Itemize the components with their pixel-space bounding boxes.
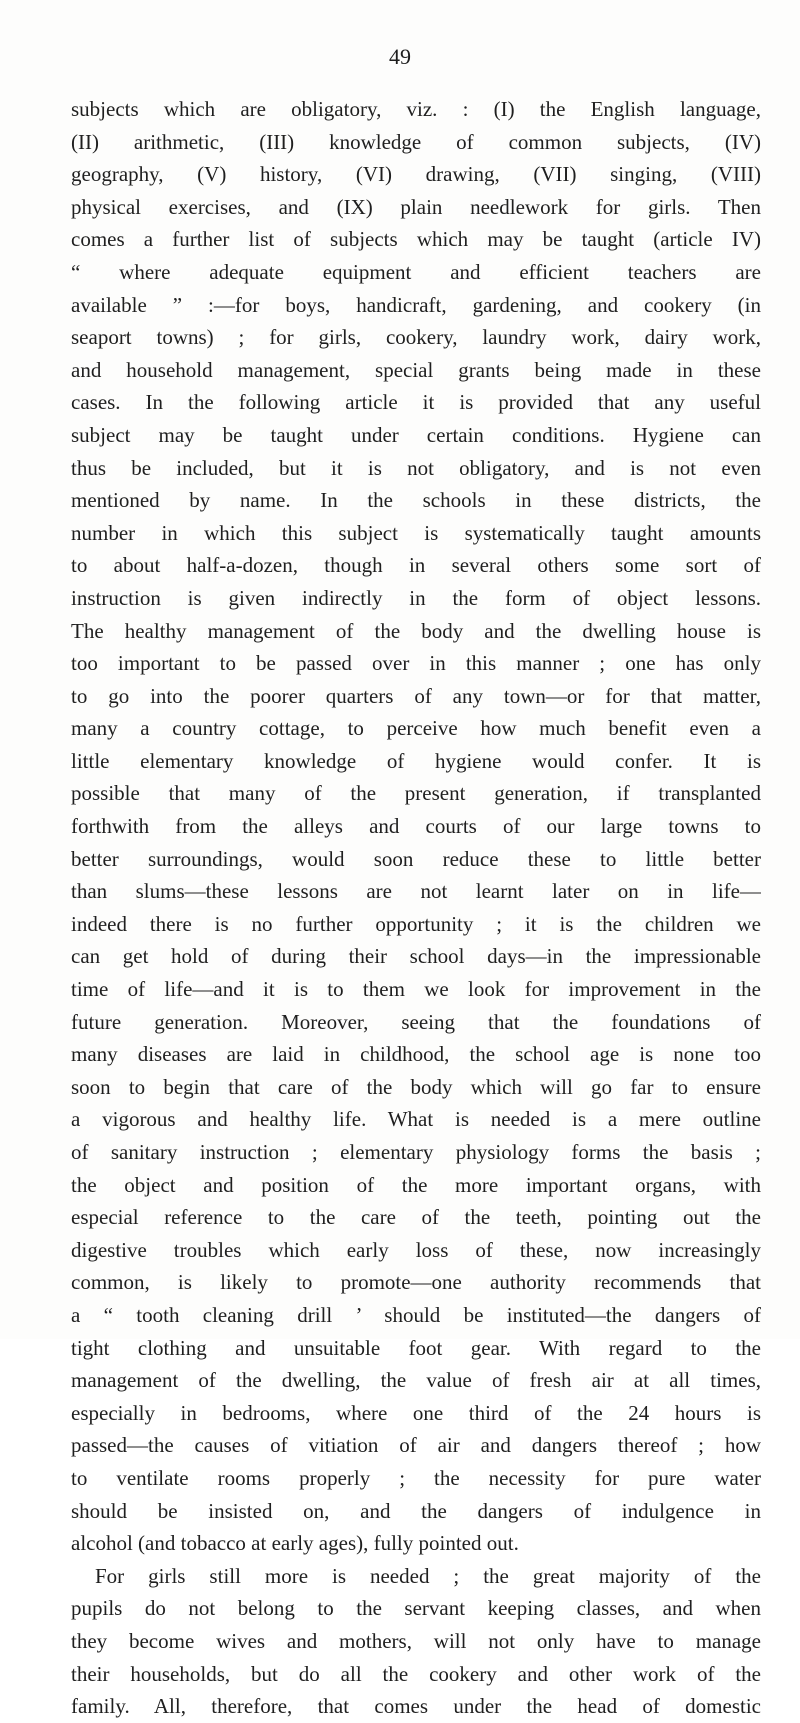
text-line: a vigorous and healthy life. What is needed is a mere outline xyxy=(71,1107,761,1132)
text-line: many a country cottage, to perceive how much benefit even a xyxy=(71,716,761,741)
text-line: available ” :—for boys, handicraft, gardening, and cookery (in xyxy=(71,292,761,317)
text-line: tight clothing and unsuitable foot gear. With regard to the xyxy=(71,1335,761,1360)
text-line: mentioned by name. In the schools in these districts, the xyxy=(71,488,761,513)
text-line: “ where adequate equipment and efficient teachers are xyxy=(71,259,761,284)
page-number: 49 xyxy=(389,44,411,69)
text-line: management of the dwelling, the value of fresh air at all times, xyxy=(71,1368,761,1393)
text-line: possible that many of the present generation, if transplanted xyxy=(71,781,761,806)
text-line: soon to begin that care of the body which will go far to ensure xyxy=(71,1074,761,1099)
text-line: should be insisted on, and the dangers of indulgence in xyxy=(71,1498,761,1523)
text-line: than slums—these lessons are not learnt later on in life— xyxy=(71,879,761,904)
text-line: a “ tooth cleaning drill ’ should be instituted—the dangers of xyxy=(71,1302,761,1327)
text-line: (II) arithmetic, (III) knowledge of common subjects, (IV) xyxy=(71,129,761,154)
text-line: little elementary knowledge of hygiene would confer. It is xyxy=(71,748,761,773)
text-line: their households, but do all the cookery and other work of the xyxy=(71,1661,761,1686)
text-line: thus be included, but it is not obligatory, and is not even xyxy=(71,455,761,480)
text-line: especial reference to the care of the teeth, pointing out the xyxy=(71,1205,761,1230)
text-line: many diseases are laid in childhood, the school age is none too xyxy=(71,1042,761,1067)
text-line: especially in bedrooms, where one third of the 24 hours is xyxy=(71,1400,761,1425)
text-line: digestive troubles which early loss of these, now increasingly xyxy=(71,1237,761,1262)
text-line: instruction is given indirectly in the form of object lessons. xyxy=(71,585,761,610)
text-line: the object and position of the more important organs, with xyxy=(71,1172,761,1197)
text-line: passed—the causes of vitiation of air and dangers thereof ; how xyxy=(71,1433,761,1458)
text-line: seaport towns) ; for girls, cookery, laundry work, dairy work, xyxy=(71,325,761,350)
text-line: to go into the poorer quarters of any town—or for that matter, xyxy=(71,683,761,708)
text-line: alcohol (and tobacco at early ages), fully pointed out. xyxy=(71,1531,519,1556)
text-line: and household management, special grants being made in these xyxy=(71,357,761,382)
text-line: forthwith from the alleys and courts of our large towns to xyxy=(71,814,761,839)
text-line: better surroundings, would soon reduce these to little better xyxy=(71,846,761,871)
text-line: time of life—and it is to them we look for improvement in the xyxy=(71,977,761,1002)
text-line: common, is likely to promote—one authority recommends that xyxy=(71,1270,761,1295)
text-line: to about half-a-dozen, though in several others some sort of xyxy=(71,553,761,578)
text-line: subjects which are obligatory, viz. : (I) the English language, xyxy=(71,97,761,121)
text-line: subject may be taught under certain conditions. Hygiene can xyxy=(71,422,761,447)
body-text xyxy=(71,93,761,1723)
text-line: comes a further list of subjects which may be taught (article IV) xyxy=(71,227,761,252)
text-line: can get hold of during their school days—in the impressionable xyxy=(71,944,761,969)
text-line: physical exercises, and (IX) plain needlework for girls. Then xyxy=(71,194,761,219)
text-line: cases. In the following article it is provided that any useful xyxy=(71,390,761,415)
text-line: number in which this subject is systematically taught amounts xyxy=(71,520,761,545)
text-line: too important to be passed over in this manner ; one has only xyxy=(71,651,761,676)
text-line: to ventilate rooms properly ; the necessity for pure water xyxy=(71,1465,761,1490)
text-line: geography, (V) history, (VI) drawing, (VII) singing, (VIII) xyxy=(71,162,761,187)
text-line: future generation. Moreover, seeing that the foundations of xyxy=(71,1009,761,1034)
text-line: they become wives and mothers, will not only have to manage xyxy=(71,1628,761,1653)
text-line: of sanitary instruction ; elementary physiology forms the basis ; xyxy=(71,1140,761,1164)
text-line: family. All, therefore, that comes under the head of domestic xyxy=(71,1694,761,1719)
text-line: pupils do not belong to the servant keeping classes, and when xyxy=(71,1596,761,1621)
text-line: The healthy management of the body and the dwelling house is xyxy=(71,618,761,643)
text-line: indeed there is no further opportunity ; it is the children we xyxy=(71,911,761,936)
text-line: For girls still more is needed ; the great majority of the xyxy=(95,1563,761,1588)
